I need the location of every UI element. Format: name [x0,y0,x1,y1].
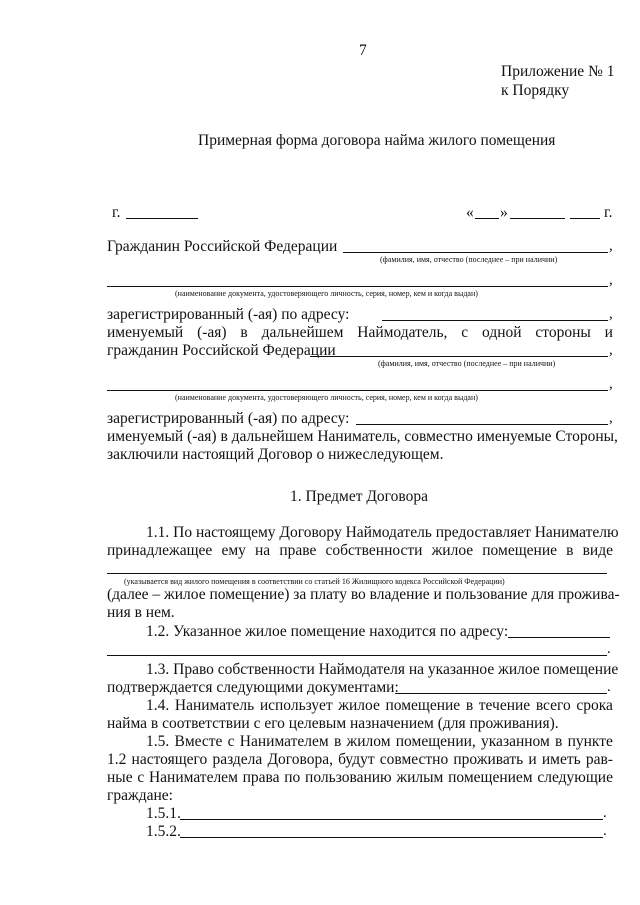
word: помещение [385,697,461,714]
tenant-document-note: (наименование документа, удостоверяющего личность, серия, номер, кем и когда выдан) [175,393,478,402]
premises-address-field-continued[interactable] [107,655,607,656]
word: в [465,697,474,714]
paragraph-1-1-line-3: (далее – жилое помещение) за плату во владение и пользование для прожива- [107,586,620,603]
word: будут [338,751,375,768]
word: собственности [325,542,423,559]
day-field[interactable] [475,218,499,219]
citizen-label: Гражданин Российской Федерации [107,238,338,255]
landlord-registered-label: зарегистрированный (-ая) по адресу: [107,306,350,323]
word: совместно [379,751,449,768]
word: следующие [537,769,613,786]
paragraph-1-3-line-2: подтверждается следующими документами: [107,679,399,696]
document-title: Примерная форма договора найма жилого помещения [198,132,556,149]
landlord-document-field[interactable] [107,286,608,287]
comma: , [609,238,613,254]
year-field[interactable] [570,218,600,219]
word: ему [221,542,246,559]
item-1-5-1-label: 1.5.1. [146,805,181,822]
word: и [528,751,537,768]
word: срока [576,697,613,714]
date-close-quote: » [500,204,508,221]
word: всего [535,697,571,714]
word: помещение [482,542,557,559]
word: в [566,542,574,559]
landlord-name-note: (фамилия, имя, отчество (последнее – при наличии) [380,255,558,264]
word: Нанимателем [148,769,238,786]
word: в [555,733,563,750]
comma: , [609,410,613,426]
word: 1.5. [146,733,170,750]
period: . [607,641,611,657]
tenant-document-field[interactable] [107,390,608,391]
word: рав- [585,751,613,768]
period: . [607,679,611,695]
word: использует [259,697,333,714]
page-number: 7 [359,42,367,59]
word: указанном [481,733,550,750]
word: и [604,324,613,341]
word: Наниматель [174,697,255,714]
landlord-document-note: (наименование документа, удостоверяющего личность, серия, номер, кем и когда выдан) [175,289,478,298]
word: права [242,769,280,786]
word: стороны [535,324,591,341]
word: с [137,769,145,786]
word: по [284,769,301,786]
paragraph-1-5-line-1 [146,733,613,751]
tenant-name-field[interactable] [310,356,608,357]
comma: , [609,272,613,288]
year-suffix: г. [604,204,613,221]
word: ные [107,769,133,786]
word: (-ая) [197,324,227,341]
premises-type-note: (указывается вид жилого помещения в соответствии со статьей 16 Жилищного кодекса Российской Федерации) [124,577,505,586]
paragraph-1-5-line-2 [107,751,613,769]
paragraph-1-4-line-1 [146,697,613,715]
tenant-registered-label: зарегистрированный (-ая) по адресу: [107,410,350,427]
paragraph-1-4-line-2: найма в соответствии с его целевым назначением (для проживания). [107,715,559,732]
tenant-name-note: (фамилия, имя, отчество (последнее – при наличии) [378,359,556,368]
premises-address-field[interactable] [508,637,610,638]
landlord-address-field[interactable] [382,320,608,321]
paragraph-1-1-line-4: ния в нем. [107,604,175,621]
word: жилое [338,697,380,714]
appendix-line-2: к Порядку [501,82,570,99]
word: проживать [453,751,524,768]
landlord-named-line [107,324,613,342]
resident-2-field[interactable] [180,837,603,838]
word: именуемый [107,324,184,341]
word: в [240,324,248,341]
word: праве [279,542,317,559]
word: 1.2 [107,751,127,768]
word: Наймодатель, [357,324,448,341]
tenant-address-field[interactable] [356,424,608,425]
word: Договора, [267,751,333,768]
word: Вместе [174,733,223,750]
paragraph-1-5-line-4: граждане: [107,787,173,804]
word: Нанимателем [239,733,329,750]
date-open-quote: « [466,204,474,221]
word: одной [482,324,522,341]
section-heading: 1. Предмет Договора [290,488,428,505]
citizen2-label: гражданин Российской Федерации [107,342,336,359]
word: принадлежащее [107,542,213,559]
word: раздела [212,751,263,768]
paragraph-1-5-line-3 [107,769,613,787]
word: помещением [448,769,533,786]
month-field[interactable] [510,218,565,219]
word: дальнейшем [261,324,344,341]
concluded-line: заключили настоящий Договор о нижеследующем. [107,446,444,463]
resident-1-field[interactable] [180,819,603,820]
paragraph-1-2: 1.2. Указанное жилое помещение находится по адресу: [146,623,509,640]
comma: , [609,342,613,358]
paragraph-1-1-line-1: 1.1. По настоящему Договору Наймодатель предоставляет Нанимателю [146,524,619,541]
comma: , [609,376,613,392]
word: на [255,542,271,559]
paragraph-1-3-line-1: 1.3. Право собственности Наймодателя на указанное жилое помещение [146,661,619,678]
word: с [227,733,235,750]
word: с [461,324,469,341]
city-field[interactable] [126,218,198,219]
item-1-5-2-label: 1.5.2. [146,823,181,840]
paragraph-1-1-line-2 [107,542,613,560]
word: жилое [431,542,474,559]
landlord-name-field[interactable] [343,252,608,253]
word: в [333,733,342,750]
word: пункте [567,733,613,750]
city-prefix: г. [112,204,121,221]
word: 1.4. [146,697,170,714]
appendix-line-1: Приложение № 1 [501,63,615,80]
ownership-documents-field[interactable] [395,693,607,694]
word: настоящего [131,751,208,768]
word: жилом [346,733,391,750]
word: помещении, [395,733,476,750]
comma: , [609,306,613,322]
period: . [603,823,607,839]
word: виде [582,542,613,559]
premises-type-field[interactable] [107,573,607,574]
word: течение [478,697,531,714]
word: жилым [396,769,444,786]
word: пользованию [305,769,392,786]
tenant-named-line: именуемый (-ая) в дальнейшем Наниматель, совместно именуемые Стороны, [107,428,618,445]
word: иметь [541,751,581,768]
period: . [603,805,607,821]
